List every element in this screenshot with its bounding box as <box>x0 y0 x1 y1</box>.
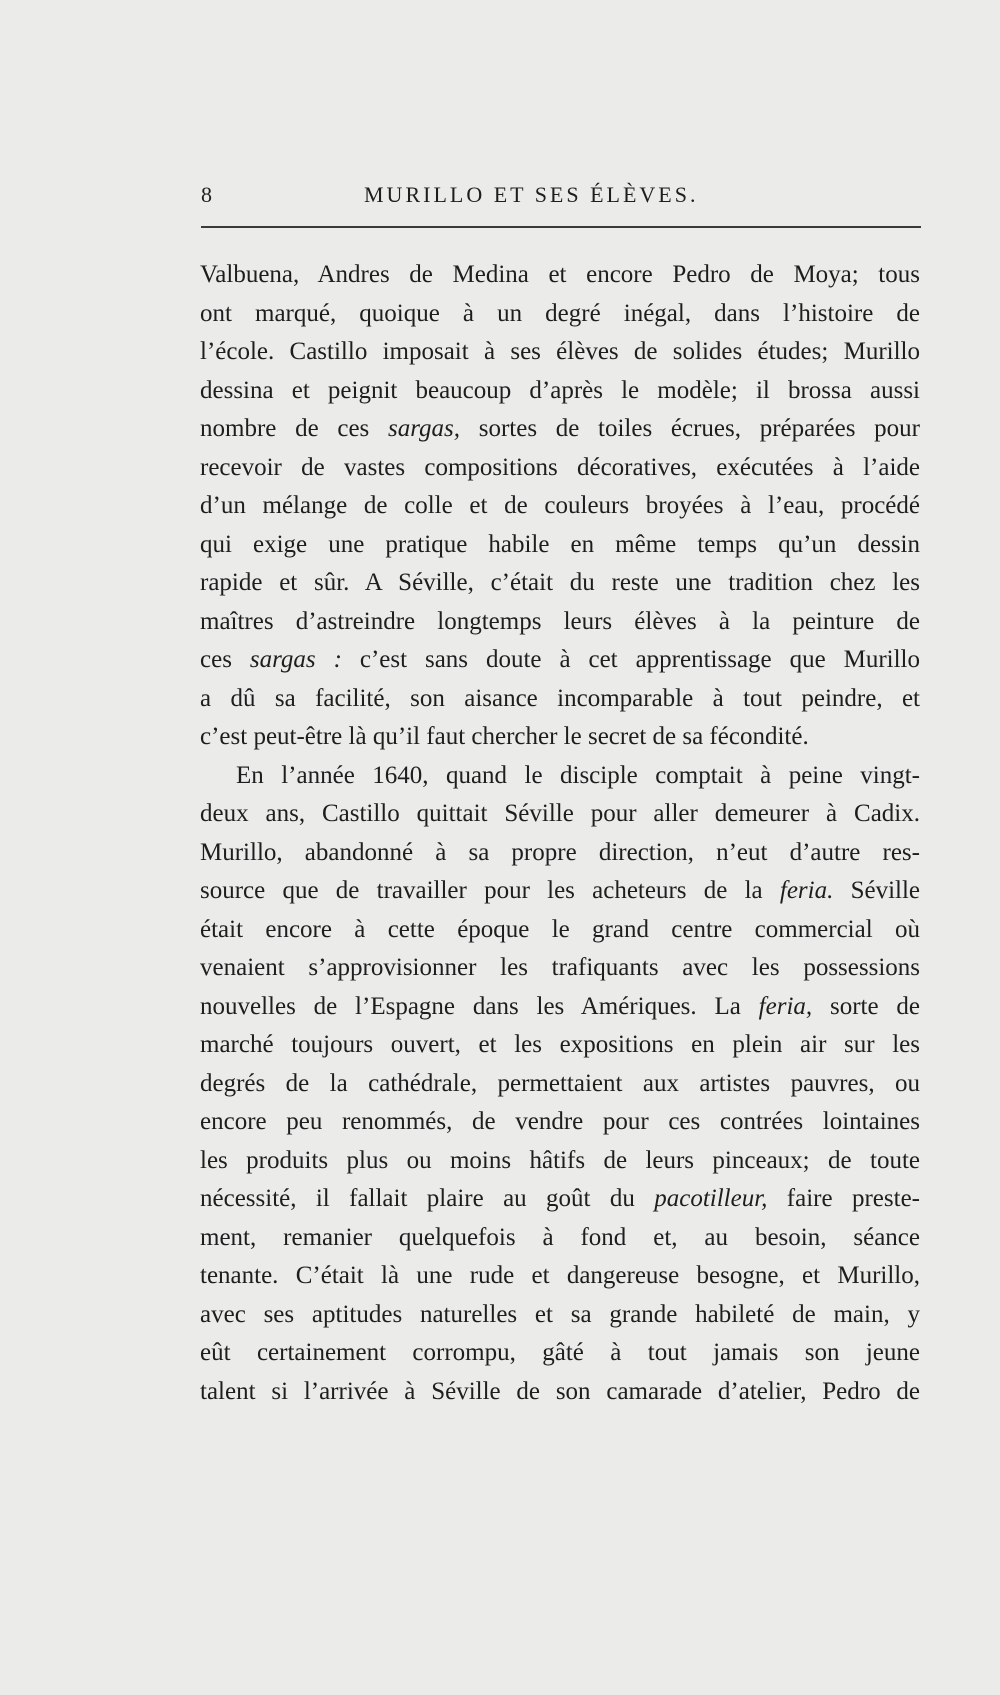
header-rule <box>201 226 921 228</box>
body-text <box>200 256 920 1411</box>
text-line: qui exige une pratique habile en même temps qu’un dessin <box>200 530 920 558</box>
text-line: venaient s’approvisionner les trafiquants avec les possessions <box>200 954 920 981</box>
page-number: 8 <box>201 182 213 207</box>
text-line: source que de travailler pour les acheteurs de la feria. Séville <box>200 877 921 904</box>
paragraph-start-line: En l’année 1640, quand le disciple comptait à peine vingt- <box>236 761 920 789</box>
running-title: MURILLO ET SES ÉLÈVES. <box>364 182 699 207</box>
text-line: les produits plus ou moins hâtifs de leurs pinceaux; de toute <box>200 1146 920 1174</box>
italic-term: feria. <box>779 877 834 904</box>
italic-term: feria, <box>758 992 813 1020</box>
text-line: nombre de ces sargas, sortes de toiles écrues, préparées pour <box>200 415 920 442</box>
text-line: talent si l’arrivée à Séville de son camarade d’atelier, Pedro de <box>200 1377 920 1405</box>
italic-term: sargas : <box>249 646 342 673</box>
text-line: avec ses aptitudes naturelles et sa grande habileté de main, y <box>200 1300 920 1328</box>
text-line: dessina et peignit beaucoup d’après le modèle; il brossa aussi <box>200 376 920 404</box>
text-line: Murillo, abandonné à sa propre direction, n’eut d’autre res- <box>200 838 920 866</box>
text-line: était encore à cette époque le grand centre commercial où <box>200 915 920 943</box>
text-line: l’école. Castillo imposait à ses élèves de solides études; Murillo <box>200 338 920 365</box>
text-line: Valbuena, Andres de Medina et encore Pedro de Moya; tous <box>200 261 920 288</box>
page-header <box>201 182 921 216</box>
text-line: a dû sa facilité, son aisance incomparable à tout peindre, et <box>200 684 920 712</box>
text-line: tenante. C’était là une rude et dangereuse besogne, et Murillo, <box>200 1262 920 1289</box>
text-line: ment, remanier quelquefois à fond et, au besoin, séance <box>200 1223 920 1251</box>
paragraph-end-line: c’est peut-être là qu’il faut chercher le secret de sa fécondité. <box>200 723 809 750</box>
text-line: d’un mélange de colle et de couleurs broyées à l’eau, procédé <box>200 492 920 519</box>
text-line: nécessité, il fallait plaire au goût du pacotilleur, faire preste- <box>200 1185 920 1212</box>
text-line: ces sargas : c’est sans doute à cet apprentissage que Murillo <box>200 646 921 673</box>
text-line: encore peu renommés, de vendre pour ces contrées lointaines <box>200 1108 920 1135</box>
text-line: nouvelles de l’Espagne dans les Amériques. La feria, sorte de <box>200 992 920 1020</box>
text-line: deux ans, Castillo quittait Séville pour aller demeurer à Cadix. <box>200 800 920 827</box>
text-line: recevoir de vastes compositions décoratives, exécutées à l’aide <box>200 453 920 481</box>
text-line: marché toujours ouvert, et les expositions en plein air sur les <box>200 1031 920 1058</box>
text-line: eût certainement corrompu, gâté à tout jamais son jeune <box>200 1339 920 1366</box>
italic-term: pacotilleur, <box>654 1185 768 1212</box>
text-line: maîtres d’astreindre longtemps leurs élèves à la peinture de <box>200 607 920 635</box>
italic-term: sargas, <box>388 415 461 442</box>
text-line: rapide et sûr. A Séville, c’était du reste une tradition chez les <box>200 569 920 596</box>
text-line: ont marqué, quoique à un degré inégal, dans l’histoire de <box>200 299 920 327</box>
text-line: degrés de la cathédrale, permettaient aux artistes pauvres, ou <box>200 1069 920 1097</box>
